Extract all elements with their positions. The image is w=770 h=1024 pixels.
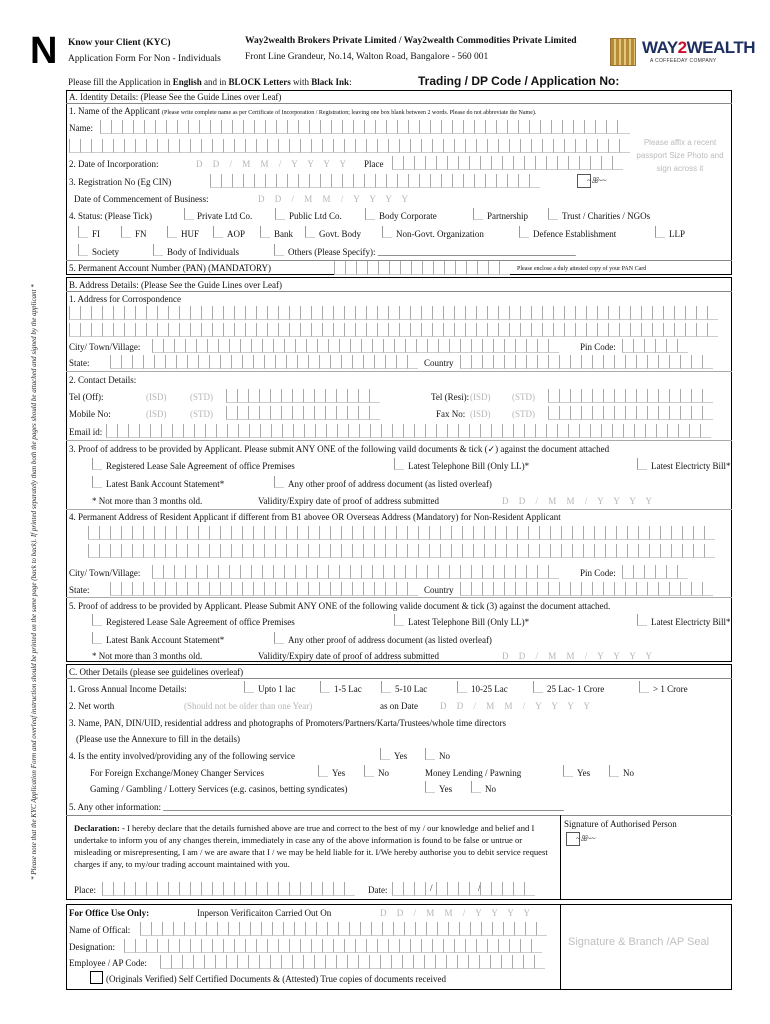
promoters-label: 3. Name, PAN, DIN/UID, residential address and photographs of Promoters/Partners/Karta/Trustees/whole time directors	[69, 718, 507, 728]
company-address: Front Line Grandeur, No.14, Walton Road, Bangalore - 560 001	[245, 52, 489, 62]
status-checkbox[interactable]	[260, 226, 270, 238]
gaming-yes-checkbox[interactable]	[425, 781, 435, 793]
income-label: 1. Gross Annual Income Details:	[69, 684, 187, 694]
mobile-isd[interactable]: (ISD)	[146, 409, 167, 419]
forex-yes-checkbox[interactable]	[318, 765, 328, 777]
permanent-row-1[interactable]	[88, 526, 718, 540]
status-option: AOP	[227, 229, 246, 239]
proof-option: Any other proof of address document (as listed overleaf)	[288, 479, 492, 489]
signature-mark-2[interactable]: ~ꕤ~~	[566, 832, 606, 846]
city-input[interactable]	[152, 339, 572, 353]
income-checkbox[interactable]	[457, 681, 467, 693]
status-option: Trust / Charities / NGOs	[562, 211, 651, 221]
way2wealth-logo	[610, 36, 756, 68]
form-title: Know your Client (KYC)	[68, 38, 171, 48]
validity2-label: Validity/Expiry date of proof of address submitted	[258, 651, 439, 661]
money-yes-label: Yes	[577, 768, 591, 778]
date-slash-1: /	[430, 883, 433, 893]
status-option: Partnership	[487, 211, 528, 221]
other-info-label: 5. Any other information: _________________________________________________________________________________________	[69, 802, 564, 812]
income-checkbox[interactable]	[639, 681, 649, 693]
tel-res-input[interactable]	[548, 389, 718, 403]
date-field-input[interactable]	[392, 882, 542, 896]
name-field-label: Name:	[69, 123, 93, 133]
forex-no-label: No	[378, 768, 389, 778]
side-note: * Please note that the KYC Application Form and overleaf instruction should be printed on the same page (back to back). If printed separately than both the pages should be attached and signed by the applicant *	[30, 284, 38, 880]
perm-pin-label: Pin Code:	[580, 568, 616, 578]
fill-instruction: Please fill the Application in English and in BLOCK Letters with Black Ink:	[68, 77, 352, 87]
place-field-label: Place:	[74, 885, 96, 895]
money-no-label: No	[623, 768, 634, 778]
date-field-label: Date:	[368, 885, 388, 895]
status-option: FI	[92, 229, 101, 239]
incorporation-date-label: 2. Date of Incorporation:	[69, 159, 159, 169]
authorised-signature-label: Signature of Authorised Person	[564, 819, 677, 829]
proof2-option: Latest Bank Account Statement*	[106, 635, 225, 645]
correspondence-row-1[interactable]	[69, 306, 719, 320]
income-checkbox[interactable]	[244, 681, 254, 693]
mobile-std[interactable]: (STD)	[190, 409, 213, 419]
signature-mark-1: ~ꕤ~~	[577, 174, 617, 188]
income-option: Upto 1 lac	[258, 684, 296, 694]
status-checkbox[interactable]	[213, 226, 223, 238]
place-label: Place	[364, 159, 384, 169]
status-option: HUF	[181, 229, 200, 239]
status-option: Defence Establishment	[533, 229, 617, 239]
proof-option: Latest Bank Account Statement*	[106, 479, 225, 489]
proof-note: * Not more than 3 months old.	[92, 496, 203, 506]
status-checkbox[interactable]	[519, 226, 529, 238]
name-input-row-2[interactable]	[69, 139, 630, 153]
status-checkbox[interactable]	[655, 226, 665, 238]
name-input-row-1[interactable]	[100, 120, 630, 134]
gaming-label: Gaming / Gambling / Lottery Services (e.g. casinos, betting syndicates)	[90, 784, 348, 794]
office-title: For Office Use Only:	[69, 908, 150, 918]
status-option: Govt. Body	[319, 229, 362, 239]
official-name-label: Name of Offical:	[69, 925, 131, 935]
logo-mark-icon	[610, 38, 636, 66]
contact-label: 2. Contact Details:	[69, 375, 137, 385]
income-option: 10-25 Lac	[471, 684, 508, 694]
pan-label: 5. Permanent Account Number (PAN) (MANDATORY)	[69, 263, 271, 273]
as-on-date-label: as on Date	[380, 701, 418, 711]
proof-checkbox[interactable]	[92, 458, 102, 470]
permanent-row-2[interactable]	[88, 544, 718, 558]
email-input[interactable]	[106, 424, 718, 438]
forex-yes-label: Yes	[332, 768, 346, 778]
proof-checkbox[interactable]	[637, 458, 647, 470]
proof-label: 3. Proof of address to be provided by Applicant. Please submit ANY ONE of the following vaild documents & tick (✓) against the document attached	[69, 444, 610, 454]
state-label: State:	[69, 358, 90, 368]
status-checkbox[interactable]	[167, 226, 177, 238]
pin-input[interactable]	[622, 339, 688, 353]
proof-option: Registered Lease Sale Agreement of office Premises	[106, 461, 295, 471]
perm-state-label: State:	[69, 585, 90, 595]
place-field-input[interactable]	[102, 882, 362, 896]
status-checkbox[interactable]	[473, 208, 483, 220]
gaming-no-label: No	[485, 784, 496, 794]
inperson-label: Inperson Verificaiton Carried Out On	[197, 908, 332, 918]
mobile-input[interactable]	[226, 406, 386, 420]
official-name-input[interactable]	[140, 922, 550, 936]
incorporation-date-input[interactable]: D D / M M / Y Y Y Y	[196, 159, 351, 169]
tel-off-std[interactable]: (STD)	[190, 392, 213, 402]
income-option: > 1 Crore	[653, 684, 688, 694]
proof2-checkbox[interactable]	[92, 632, 102, 644]
money-yes-checkbox[interactable]	[563, 765, 573, 777]
status-option: Public Ltd Co.	[289, 211, 342, 221]
gaming-yes-label: Yes	[439, 784, 453, 794]
status-option: Bank	[274, 229, 293, 239]
forex-label: For Foreign Exchange/Money Changer Services	[90, 768, 264, 778]
validity-date-input[interactable]: D D / M M / Y Y Y Y	[502, 496, 657, 506]
proof-checkbox[interactable]	[394, 458, 404, 470]
proof-checkbox[interactable]	[92, 476, 102, 488]
correspondence-label: 1. Address for Corrospondence	[69, 294, 181, 304]
proof2-checkbox[interactable]	[92, 614, 102, 626]
status-option: Non-Govt. Organization	[396, 229, 484, 239]
registration-label: 3. Registration No (Eg CIN)	[69, 177, 172, 187]
perm-country-label: Country	[424, 585, 454, 595]
perm-country-input[interactable]	[460, 582, 720, 596]
income-option: 5-10 Lac	[395, 684, 428, 694]
networth-date-input[interactable]: D D / M M / Y Y Y Y	[440, 701, 595, 711]
section-a-title: A. Identity Details: (Please See the Guide Lines over Leaf)	[69, 92, 282, 102]
code-label: Trading / DP Code / Application No:	[418, 74, 620, 88]
status-checkbox[interactable]	[184, 208, 194, 220]
networth-input[interactable]: (Should not be older than one Year)	[184, 701, 313, 711]
validity2-date-input[interactable]: D D / M M / Y Y Y Y	[502, 651, 657, 661]
status-option: FN	[135, 229, 147, 239]
proof-option: Latest Telephone Bill (Only LL)*	[408, 461, 530, 471]
proof2-option: Registered Lease Sale Agreement of office Premises	[106, 617, 295, 627]
money-lending-label: Money Lending / Pawning	[425, 768, 522, 778]
branch-seal-label: Signature & Branch /AP Seal	[568, 936, 710, 948]
proof2-checkbox[interactable]	[274, 632, 284, 644]
status-option-others: Others (Please Specify): ____________________________________________	[288, 247, 576, 257]
photo-placeholder: Please affix a recent passport Size Photo and sign across it	[636, 138, 724, 173]
fax-input[interactable]	[548, 406, 718, 420]
correspondence-row-2[interactable]	[69, 323, 719, 337]
status-option: LLP	[669, 229, 686, 239]
fax-label: Fax No:	[436, 409, 466, 419]
status-checkbox[interactable]	[121, 226, 131, 238]
applicant-name-label: 1. Name of the Applicant (Please write complete name as per Certificate of Incorporation / Registration; leaving one box blank between 2 words. Please do not abbreviate the Name).	[69, 106, 537, 116]
income-checkbox[interactable]	[320, 681, 330, 693]
money-no-checkbox[interactable]	[609, 765, 619, 777]
tel-res-label: Tel (Resi):	[431, 392, 470, 402]
annexure-note: (Please use the Annexure to fill in the details)	[76, 734, 240, 744]
state-input[interactable]	[110, 355, 420, 369]
proof2-option: Latest Telephone Bill (Only LL)*	[408, 617, 530, 627]
service-yes-checkbox[interactable]	[380, 748, 390, 760]
proof2-checkbox[interactable]	[637, 614, 647, 626]
income-option: 1-5 Lac	[334, 684, 362, 694]
status-checkbox[interactable]	[365, 208, 375, 220]
fax-isd[interactable]: (ISD)	[470, 409, 491, 419]
status-checkbox[interactable]	[382, 226, 392, 238]
company-name: Way2wealth Brokers Private Limited / Way2wealth Commodities Private Limited	[245, 36, 577, 46]
service-label: 4. Is the entity involved/providing any of the following service	[69, 751, 295, 761]
designation-input[interactable]	[124, 939, 550, 953]
income-option: 25 Lac- 1 Crore	[547, 684, 605, 694]
mobile-label: Mobile No:	[69, 409, 111, 419]
pan-input[interactable]	[334, 261, 510, 275]
tel-res-std[interactable]: (STD)	[512, 392, 535, 402]
status-checkbox[interactable]	[78, 244, 88, 256]
permanent-address-label: 4. Permanent Address of Resident Applicant if different from B1 abovee OR Overseas Address (Mandatory) for Non-Resident Applicant	[69, 512, 561, 522]
email-label: Email id:	[69, 427, 103, 437]
date-slash-2: /	[478, 883, 481, 893]
country-input[interactable]	[460, 355, 720, 369]
perm-pin-input[interactable]	[622, 565, 688, 579]
commencement-label: Date of Commencement of Business:	[74, 194, 209, 204]
logo-wordmark: WAY2WEALTH	[642, 38, 756, 57]
status-checkbox[interactable]	[78, 226, 88, 238]
registration-input[interactable]	[210, 174, 550, 188]
ap-code-label: Employee / AP Code:	[69, 958, 147, 968]
page-letter: N	[30, 30, 58, 72]
status-checkbox[interactable]	[548, 208, 558, 220]
tel-res-isd[interactable]: (ISD)	[470, 392, 491, 402]
declaration-text: Declaration: - I hereby declare that the details furnished above are true and correct to the best of my / our knowledge and belief and I undertake to inform you of any changes therein, immediately in case any of the above information is found to be false or untrue or misleading or misrepresenting, I am / we are aware that I / we may be held liable for it. I/We hereby authorise you to debit service request charges if any, to my/our trading account maintained with you.	[74, 823, 548, 869]
ap-code-input[interactable]	[160, 955, 550, 969]
status-checkbox[interactable]	[153, 244, 163, 256]
designation-label: Designation:	[69, 942, 115, 952]
service-yes-label: Yes	[394, 751, 408, 761]
status-option: Society	[92, 247, 119, 257]
fax-std[interactable]: (STD)	[512, 409, 535, 419]
service-no-label: No	[439, 751, 450, 761]
status-option: Body Corporate	[379, 211, 437, 221]
validity-label: Validity/Expiry date of proof of address submitted	[258, 496, 439, 506]
form-subtitle: Application Form For Non - Individuals	[68, 54, 221, 64]
tel-off-isd[interactable]: (ISD)	[146, 392, 167, 402]
forex-no-checkbox[interactable]	[364, 765, 374, 777]
country-label: Country	[424, 358, 454, 368]
perm-city-input[interactable]	[152, 565, 572, 579]
income-checkbox[interactable]	[533, 681, 543, 693]
perm-state-input[interactable]	[110, 582, 420, 596]
networth-label: 2. Net worth	[69, 701, 115, 711]
proof-checkbox[interactable]	[274, 476, 284, 488]
service-no-checkbox[interactable]	[425, 748, 435, 760]
pan-note: Please enclose a duly attested copy of your PAN Card	[517, 266, 647, 272]
commencement-date-input[interactable]: D D / M M / Y Y Y Y	[258, 194, 413, 204]
status-checkbox[interactable]	[275, 208, 285, 220]
income-checkbox[interactable]	[381, 681, 391, 693]
pin-label: Pin Code:	[580, 342, 616, 352]
proof2-option: Latest Electricty Bill*	[651, 617, 731, 627]
tel-off-label: Tel (Off):	[69, 392, 104, 402]
proof2-label: 5. Proof of address to be provided by Applicant. Please Submit ANY ONE of the following valide document & tick (3) against the document attached.	[69, 601, 611, 611]
section-c-title: C. Other Details (please see guidelines overleaf)	[69, 667, 244, 677]
perm-city-label: City/ Town/Village:	[69, 568, 141, 578]
gaming-no-checkbox[interactable]	[471, 781, 481, 793]
place-input[interactable]	[392, 156, 628, 170]
proof2-option: Any other proof of address document (as listed overleaf)	[288, 635, 492, 645]
inperson-date-input[interactable]: D D / M M / Y Y Y Y	[380, 908, 535, 918]
originals-checkbox[interactable]	[90, 971, 103, 984]
status-checkbox[interactable]	[305, 226, 315, 238]
status-label: 4. Status: (Please Tick)	[69, 211, 153, 221]
proof2-note: * Not more than 3 months old.	[92, 651, 203, 661]
originals-label: (Originals Verified) Self Certified Documents & (Attested) True copies of documents received	[106, 974, 446, 984]
status-option: Private Ltd Co.	[197, 211, 253, 221]
proof-option: Latest Electricty Bill*	[651, 461, 731, 471]
tel-off-input[interactable]	[226, 389, 386, 403]
proof2-checkbox[interactable]	[394, 614, 404, 626]
city-label: City/ Town/Village:	[69, 342, 141, 352]
status-option: Body of Individuals	[167, 247, 239, 257]
status-checkbox[interactable]	[274, 244, 284, 256]
section-b-title: B. Address Details: (Please See the Guide Lines over Leaf)	[69, 280, 282, 290]
logo-tagline: A COFFEEDAY COMPANY	[650, 58, 717, 64]
